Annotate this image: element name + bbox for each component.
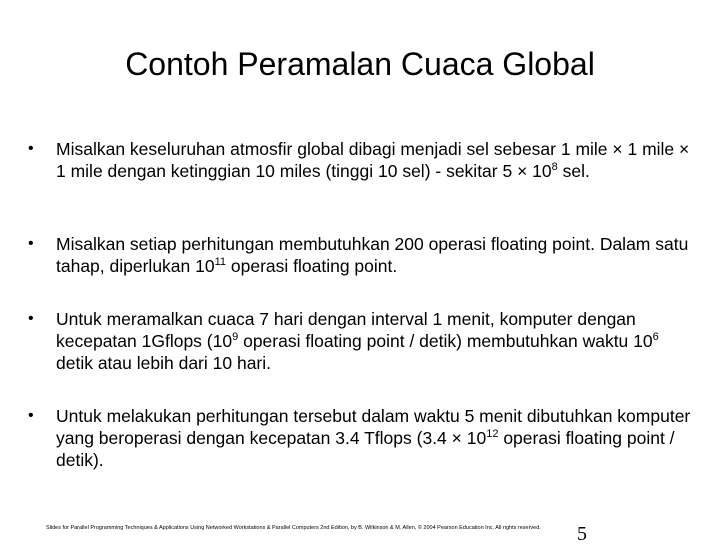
- bullet-item: [28, 308, 698, 374]
- bullet-item: [28, 405, 698, 471]
- bullet-text: [56, 233, 698, 277]
- slide-footer: Slides for Parallel Programming Techniques & Applications Using Networked Workstations & Parallel Computers 2nd Edition, by B. Wilkinson & M. Allen, © 2004 Pearson Education Inc. All rights reserved.: [46, 525, 541, 531]
- text-run: operasi floating point.: [226, 256, 398, 276]
- bullet-marker: •: [28, 310, 34, 327]
- bullet-item: [28, 233, 698, 277]
- exponent: 12: [486, 428, 499, 441]
- bullet-marker: •: [28, 407, 34, 424]
- exponent: 9: [232, 331, 239, 344]
- bullet-marker: •: [28, 235, 34, 252]
- text-run: Untuk meramalkan cuaca 7 hari dengan interval 1 menit, komputer dengan kecepatan 1Gflops (10: [56, 309, 636, 351]
- exponent: 6: [652, 331, 659, 344]
- slide-title: Contoh Peramalan Cuaca Global: [125, 46, 595, 82]
- bullet-item: [28, 138, 698, 182]
- bullet-text: [56, 405, 698, 471]
- text-run: Untuk melakukan perhitungan tersebut dalam waktu 5 menit dibutuhkan komputer yang beroperasi dengan kecepatan 3.4 Tflops (3.4 × 10: [56, 406, 691, 448]
- text-run: Misalkan keseluruhan atmosfir global dibagi menjadi sel sebesar 1 mile × 1 mile × 1 mile dengan ketinggian 10 miles (tinggi 10 sel) - sekitar 5 × 10: [56, 139, 690, 181]
- bullet-text: [56, 308, 698, 374]
- exponent: 8: [551, 161, 558, 174]
- text-run: Misalkan setiap perhitungan membutuhkan 200 operasi floating point. Dalam satu tahap, diperlukan 10: [56, 234, 689, 276]
- exponent: 11: [214, 256, 227, 269]
- text-run: detik atau lebih dari 10 hari.: [56, 353, 271, 373]
- bullet-marker: •: [28, 140, 34, 157]
- text-run: operasi floating point / detik).: [56, 428, 675, 470]
- text-run: operasi floating point / detik) membutuhkan waktu 10: [238, 331, 653, 351]
- page-number: 5: [577, 523, 587, 545]
- text-run: sel.: [557, 161, 590, 181]
- bullet-text: [56, 138, 698, 182]
